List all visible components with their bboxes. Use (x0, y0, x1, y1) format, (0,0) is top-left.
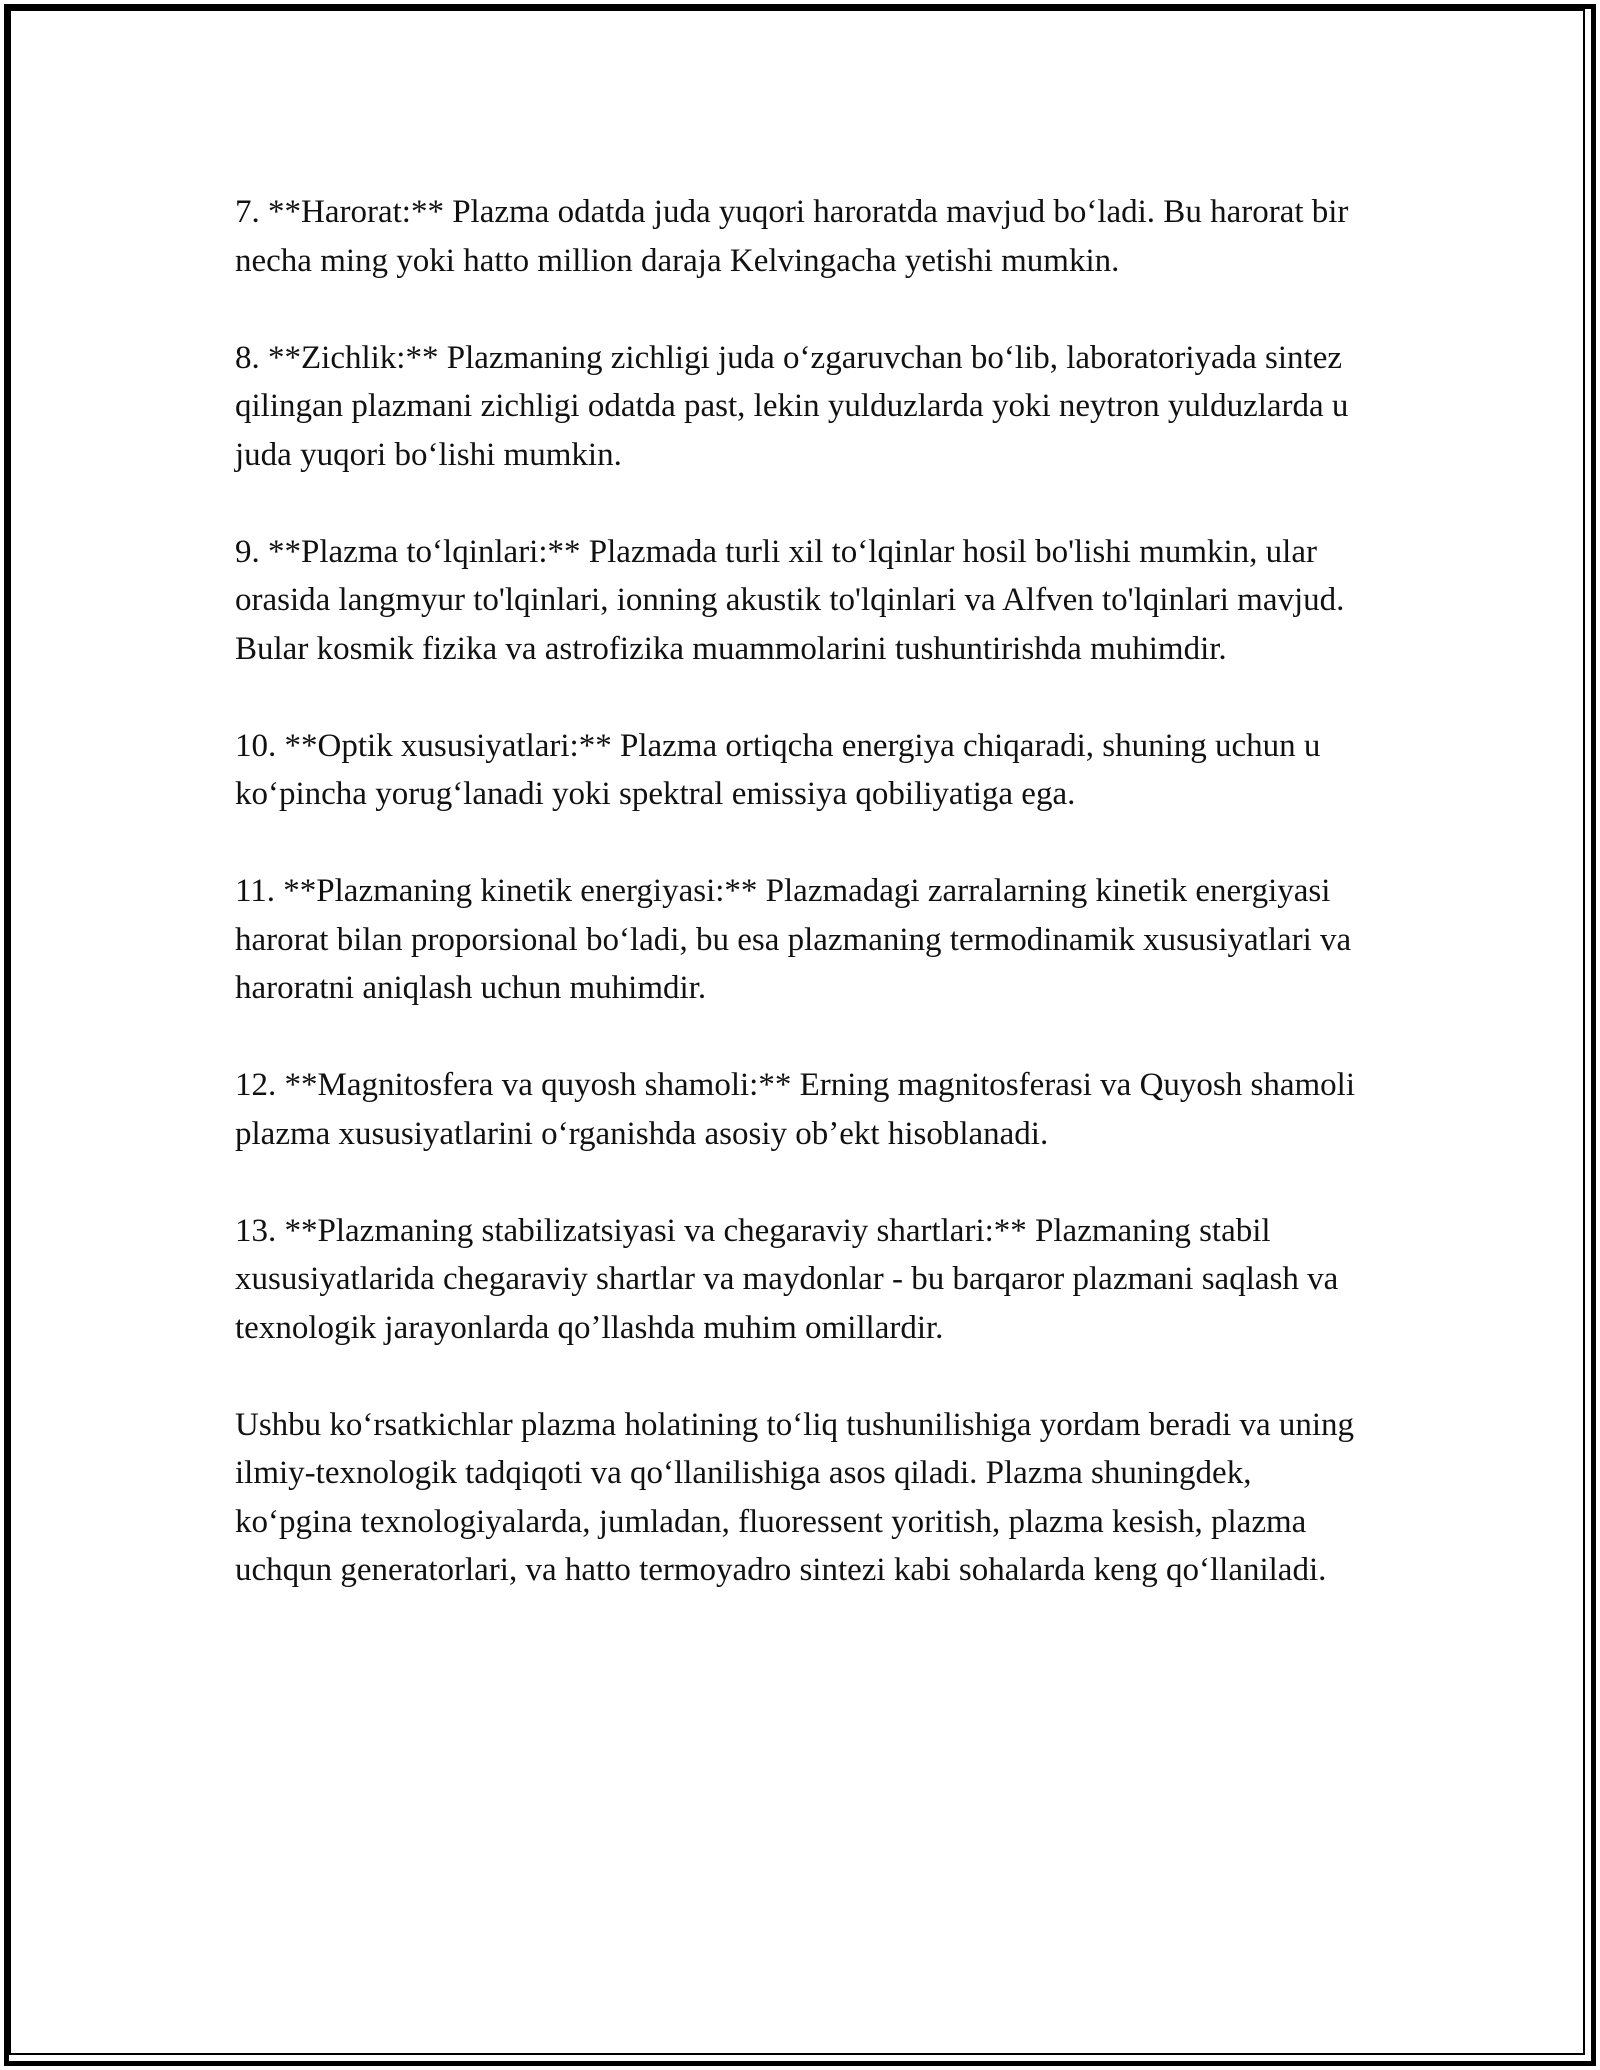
paragraph-stabilizatsiya: 13. **Plazmaning stabilizatsiyasi va chegaraviy shartlari:** Plazmaning stabil xususiyatlarida chegaraviy shartlar va maydonlar - bu barqaror plazmani saqlash va texnologik jarayonlarda qoʼllashda muhim omillardir. (235, 1212, 1339, 1346)
paragraph-harorat: 7. **Harorat:** Plazma odatda juda yuqori haroratda mavjud boʻladi. Bu harorat bir necha ming yoki hatto million daraja Kelvingacha yetishi mumkin. (235, 194, 1349, 279)
paragraph-magnitosfera: 12. **Magnitosfera va quyosh shamoli:** Erning magnitosferasi va Quyosh shamoli plazma xususiyatlarini oʻrganishda asosiy obʼekt hisoblanadi. (235, 1067, 1356, 1152)
paragraph-conclusion: Ushbu koʻrsatkichlar plazma holatining toʻliq tushunilishiga yordam beradi va uning ilmiy-texnologik tadqiqoti va qoʻllanilishiga asos qiladi. Plazma shuningdek, koʻpgina texnologiyalarda, jumladan, fluoressent yoritish, plazma kesish, plazma uchqun generatorlari, va hatto termoyadro sintezi kabi sohalarda keng qoʻllaniladi. (235, 1406, 1355, 1588)
paragraph-zichlik: 8. **Zichlik:** Plazmaning zichligi juda oʻzgaruvchan boʻlib, laboratoriyada sintez qilingan plazmani zichligi odatda past, lekin yulduzlarda yoki neytron yulduzlarda u juda yuqori boʻlishi mumkin. (235, 339, 1349, 473)
paragraph-plazma-tolqinlari: 9. **Plazma toʻlqinlari:** Plazmada turli xil toʻlqinlar hosil bo'lishi mumkin, ular orasida langmyur to'lqinlari, ionning akustik to'lqinlari va Alfven to'lqinlari mavjud. Bular kosmik fizika va astrofizika muammolarini tushuntirishda muhimdir. (235, 533, 1345, 667)
document-body (235, 188, 1365, 1643)
paragraph-optik-xususiyatlari: 10. **Optik xususiyatlari:** Plazma ortiqcha energiya chiqaradi, shuning uchun u koʻpincha yorugʻlanadi yoki spektral emissiya qobiliyatiga ega. (235, 727, 1321, 812)
paragraph-kinetik-energiya: 11. **Plazmaning kinetik energiyasi:** Plazmadagi zarralarning kinetik energiyasi harorat bilan proporsional boʻladi, bu esa plazmaning termodinamik xususiyatlari va haroratni aniqlash uchun muhimdir. (235, 873, 1352, 1006)
